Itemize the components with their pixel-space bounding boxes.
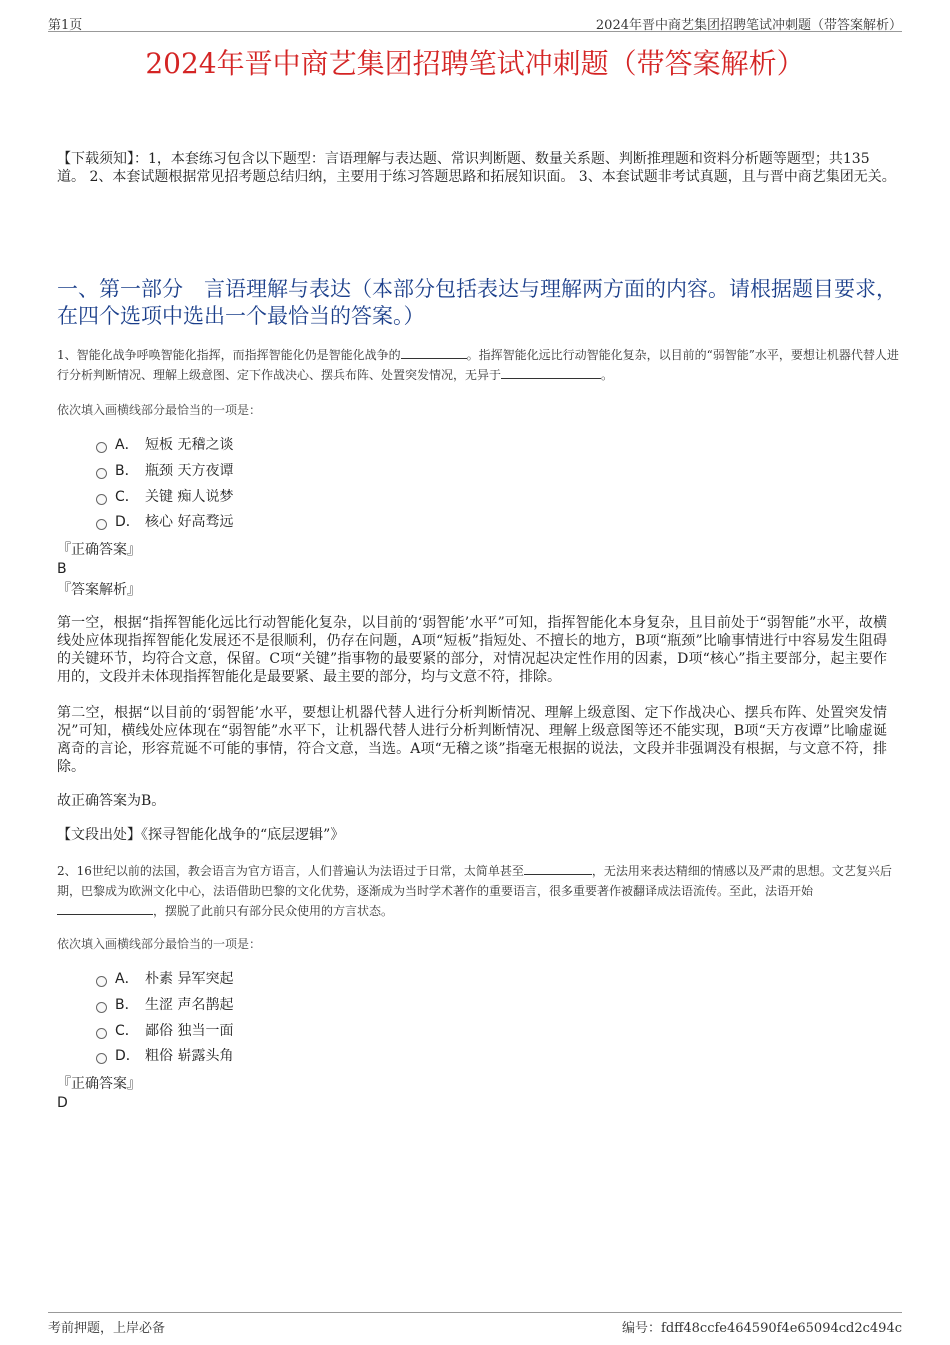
radio-icon[interactable] — [96, 976, 107, 987]
q2-option-d[interactable] — [96, 1046, 233, 1066]
blank-1 — [401, 345, 467, 359]
radio-icon[interactable] — [96, 1002, 107, 1013]
option-text: 鄙俗 独当一面 — [145, 1023, 234, 1039]
q1-answer: B — [57, 561, 67, 577]
option-letter: B． — [115, 463, 139, 479]
option-text: 短板 无稽之谈 — [145, 437, 234, 453]
q1-source: 【文段出处】《探寻智能化战争的“底层逻辑”》 — [57, 827, 345, 843]
question-1-part3: 。 — [601, 368, 614, 382]
q1-answer-label: 『正确答案』 — [57, 542, 141, 558]
option-letter: B． — [115, 997, 139, 1013]
question-1-part2: 。指挥智能化远比行动智能化复杂，以目前的“弱智能”水平，要想让机器代替人进行分析判断情况、理解上级意图、定下作战决心、摆兵布阵、处置突发情况，无异于 — [57, 348, 899, 382]
q2-option-a[interactable] — [96, 969, 233, 989]
option-letter: A． — [115, 437, 139, 453]
q2-answer: D — [57, 1095, 68, 1111]
radio-icon[interactable] — [96, 519, 107, 530]
document-title: 2024年晋中商艺集团招聘笔试冲刺题（带答案解析） — [145, 47, 805, 80]
q1-analysis-label: 『答案解析』 — [57, 582, 141, 598]
q1-option-b[interactable] — [96, 461, 233, 481]
question-1-instruction: 依次填入画横线部分最恰当的一项是： — [57, 403, 262, 417]
radio-icon[interactable] — [96, 494, 107, 505]
question-1-text — [57, 345, 902, 385]
q1-analysis-para-2: 第二空，根据“以目前的‘弱智能’水平，要想让机器代替人进行分析判断情况、理解上级意图、定下作战决心、摆兵布阵、处置突发情况”可知，横线处应体现在“弱智能”水平下，让机器代替人进行分析判断情况、理解上级意图等还不能实现，B项“天方夜谭”比喻虚诞离奇的言论，形容荒诞不可能的事情，符合文意，当选。A项“无稽之谈”指毫无根据的说法，文段并非强调没有根据，与文意不符，排除。 — [57, 705, 887, 775]
option-text: 核心 好高骛远 — [145, 514, 234, 530]
option-text: 生涩 声名鹊起 — [145, 997, 234, 1013]
question-2-part1: 2、16世纪以前的法国，教会语言为官方语言，人们普遍认为法语过于日常，太简单甚至 — [57, 864, 524, 878]
page-number: 第1页 — [48, 18, 83, 33]
q1-option-a[interactable] — [96, 435, 233, 455]
blank-1 — [524, 861, 592, 875]
radio-icon[interactable] — [96, 468, 107, 479]
option-text: 粗俗 崭露头角 — [145, 1048, 234, 1064]
option-text: 瓶颈 天方夜谭 — [145, 463, 234, 479]
q2-option-b[interactable] — [96, 995, 233, 1015]
question-2-part3: ，摆脱了此前只有部分民众使用的方言状态。 — [153, 904, 394, 918]
question-2-text — [57, 861, 902, 921]
radio-icon[interactable] — [96, 1028, 107, 1039]
option-letter: D． — [115, 1048, 140, 1064]
option-letter: C． — [115, 1023, 139, 1039]
question-1-part1: 1、智能化战争呼唤智能化指挥，而指挥智能化仍是智能化战争的 — [57, 348, 401, 362]
q2-answer-label: 『正确答案』 — [57, 1076, 141, 1092]
q1-option-c[interactable] — [96, 487, 233, 507]
question-2-instruction: 依次填入画横线部分最恰当的一项是： — [57, 937, 262, 951]
option-text: 朴素 异军突起 — [145, 971, 234, 987]
option-letter: A． — [115, 971, 139, 987]
option-letter: C． — [115, 489, 139, 505]
header-doc-name: 2024年晋中商艺集团招聘笔试冲刺题（带答案解析） — [595, 18, 902, 33]
footer-code: 编号：fdff48ccfe464590f4e65094cd2c494c — [622, 1321, 902, 1336]
page-footer — [48, 1312, 902, 1335]
q2-option-c[interactable] — [96, 1021, 233, 1041]
option-text: 关键 痴人说梦 — [145, 489, 234, 505]
radio-icon[interactable] — [96, 1053, 107, 1064]
section-heading: 一、第一部分 言语理解与表达（本部分包括表达与理解两方面的内容。请根据题目要求，在四个选项中选出一个最恰当的答案。） — [57, 277, 897, 328]
blank-2 — [57, 901, 153, 915]
footer-slogan: 考前押题，上岸必备 — [48, 1321, 166, 1336]
page-header — [48, 12, 902, 32]
q1-analysis-para-1: 第一空，根据“指挥智能化远比行动智能化复杂，以目前的‘弱智能’水平”可知，指挥智能化本身复杂，且目前处于“弱智能”水平，故横线处应体现指挥智能化发展还不是很顺利，仍存在问题，A项“短板”指短处、不擅长的地方，B项“瓶颈”比喻事情进行中容易发生阻碍的关键环节，均符合文意，保留。C项“关键”指事物的最要紧的部分，对情况起决定性作用的因素，D项“核心”指主要部分，起主要作用的，文段并未体现指挥智能化是最要紧、最主要的部分，均与文意不符，排除。 — [57, 615, 887, 685]
radio-icon[interactable] — [96, 442, 107, 453]
q1-option-d[interactable] — [96, 512, 233, 532]
q1-analysis-conclusion: 故正确答案为B。 — [57, 793, 166, 809]
question-2-part2: ，无法用来表达精细的情感以及严肃的思想。文艺复兴后期，巴黎成为欧洲文化中心，法语借助巴黎的文化优势，逐渐成为当时学术著作的重要语言，很多重要著作被翻译成法语流传。至此，法语开始 — [57, 864, 892, 898]
blank-2 — [501, 365, 601, 379]
download-notice: 【下载须知】：1，本套练习包含以下题型：言语理解与表达题、常识判断题、数量关系题、判断推理题和资料分析题等题型；共135道。 2、本套试题根据常见招考题总结归纳，主要用于练习答题思路和拓展知识面。 3、本套试题非考试真题，且与晋中商艺集团无关。 — [57, 151, 896, 185]
option-letter: D． — [115, 514, 140, 530]
